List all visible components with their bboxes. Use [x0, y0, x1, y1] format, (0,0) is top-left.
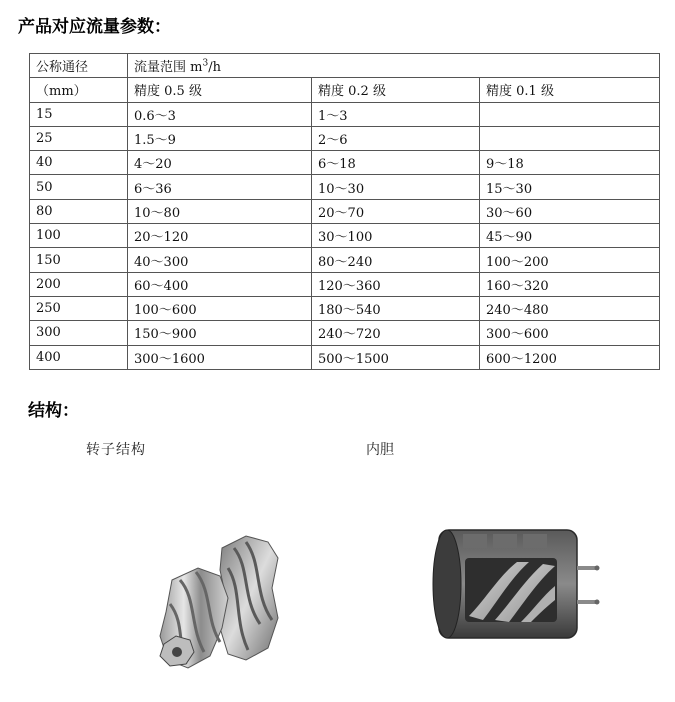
cell-flow-range: 40～300	[128, 248, 312, 272]
cell-flow-range: 30～100	[312, 224, 480, 248]
header-accuracy-0-1: 精度 0.1 级	[480, 78, 660, 102]
cell-flow-range: 240～480	[480, 296, 660, 320]
cell-nominal-diameter: 300	[30, 321, 128, 345]
cell-flow-range: 4～20	[128, 151, 312, 175]
cell-nominal-diameter: 25	[30, 126, 128, 150]
cell-flow-range: 500～1500	[312, 345, 480, 369]
cell-flow-range: 240～720	[312, 321, 480, 345]
table-row	[30, 224, 660, 248]
cell-flow-range: 180～540	[312, 296, 480, 320]
table-row	[30, 296, 660, 320]
cell-nominal-diameter: 50	[30, 175, 128, 199]
caption-inner-liner: 内胆	[366, 442, 394, 458]
cell-flow-range: 120～360	[312, 272, 480, 296]
inner-liner-image	[425, 520, 605, 645]
table-row	[30, 272, 660, 296]
cell-flow-range: 100～600	[128, 296, 312, 320]
cell-flow-range: 160～320	[480, 272, 660, 296]
cell-flow-range: 9～18	[480, 151, 660, 175]
table-row	[30, 248, 660, 272]
heading-flow-parameters: 产品对应流量参数：	[18, 17, 171, 37]
cell-flow-range: 45～90	[480, 224, 660, 248]
table-row	[30, 199, 660, 223]
header-accuracy-0-2: 精度 0.2 级	[312, 78, 480, 102]
cell-flow-range: 6～18	[312, 151, 480, 175]
cell-flow-range: 600～1200	[480, 345, 660, 369]
caption-rotor-structure: 转子结构	[86, 442, 146, 458]
cell-flow-range: 30～60	[480, 199, 660, 223]
table-row	[30, 102, 660, 126]
cell-nominal-diameter: 80	[30, 199, 128, 223]
cell-flow-range: 300～600	[480, 321, 660, 345]
cell-flow-range: 20～70	[312, 199, 480, 223]
cell-flow-range: 100～200	[480, 248, 660, 272]
cell-flow-range: 15～30	[480, 175, 660, 199]
header-nominal-diameter: 公称通径	[30, 54, 128, 78]
table-row	[30, 126, 660, 150]
cell-flow-range: 300～1600	[128, 345, 312, 369]
cell-flow-range: 0.6～3	[128, 102, 312, 126]
table-subheader-row	[30, 78, 660, 102]
rotor-image	[150, 528, 290, 678]
cell-nominal-diameter: 200	[30, 272, 128, 296]
cell-nominal-diameter: 40	[30, 151, 128, 175]
cell-flow-range	[480, 126, 660, 150]
cell-flow-range: 1～3	[312, 102, 480, 126]
header-accuracy-0-5: 精度 0.5 级	[128, 78, 312, 102]
cell-flow-range: 10～80	[128, 199, 312, 223]
table-header-row	[30, 54, 660, 78]
cell-flow-range	[480, 102, 660, 126]
header-unit-mm: （mm）	[30, 78, 128, 102]
cell-flow-range: 60～400	[128, 272, 312, 296]
cell-flow-range: 1.5～9	[128, 126, 312, 150]
cell-nominal-diameter: 400	[30, 345, 128, 369]
table-row	[30, 151, 660, 175]
table-row	[30, 345, 660, 369]
cell-flow-range: 80～240	[312, 248, 480, 272]
cell-flow-range: 2～6	[312, 126, 480, 150]
table-row	[30, 175, 660, 199]
cell-nominal-diameter: 150	[30, 248, 128, 272]
cell-flow-range: 6～36	[128, 175, 312, 199]
cell-nominal-diameter: 100	[30, 224, 128, 248]
flow-parameter-table	[29, 53, 660, 370]
cell-nominal-diameter: 15	[30, 102, 128, 126]
cell-flow-range: 150～900	[128, 321, 312, 345]
cell-flow-range: 20～120	[128, 224, 312, 248]
table-row	[30, 321, 660, 345]
cell-nominal-diameter: 250	[30, 296, 128, 320]
header-flow-range: 流量范围 $m^3/h$	[128, 54, 660, 78]
heading-structure: 结构：	[28, 401, 79, 421]
cell-flow-range: 10～30	[312, 175, 480, 199]
